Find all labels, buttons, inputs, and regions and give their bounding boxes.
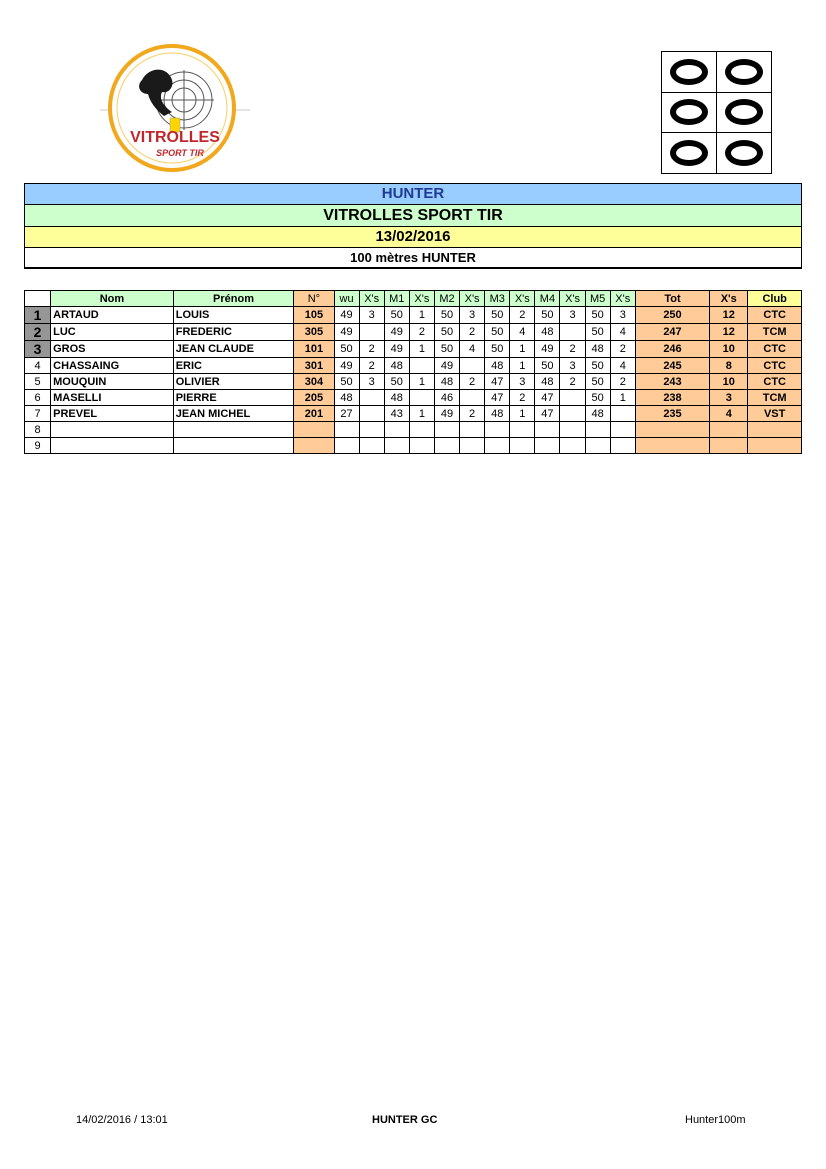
cell-club: CTC — [748, 307, 802, 324]
cell-m2: 49 — [434, 358, 459, 374]
cell-m2: 50 — [434, 307, 459, 324]
cell-wx: 2 — [359, 358, 384, 374]
cell-x1: 1 — [409, 406, 434, 422]
col-num: N° — [294, 291, 334, 307]
table-header-row — [25, 291, 802, 307]
cell-m3: 48 — [485, 358, 510, 374]
cell-wx — [359, 390, 384, 406]
club-title: VITROLLES SPORT TIR — [24, 204, 802, 226]
cell-num — [294, 438, 334, 454]
cell-rank: 3 — [25, 341, 51, 358]
club-logo — [100, 42, 250, 172]
cell-x3: 1 — [510, 406, 535, 422]
cell-m4: 48 — [535, 374, 560, 390]
cell-m5: 50 — [585, 358, 610, 374]
cell-m4: 47 — [535, 390, 560, 406]
cell-m4: 50 — [535, 358, 560, 374]
cell-m3 — [485, 422, 510, 438]
cell-x3: 4 — [510, 324, 535, 341]
cell-num: 205 — [294, 390, 334, 406]
col-m4-x: X's — [560, 291, 585, 307]
cell-x2: 2 — [460, 374, 485, 390]
cell-tot: 238 — [635, 390, 709, 406]
cell-x5: 4 — [610, 358, 635, 374]
cell-x5 — [610, 422, 635, 438]
cell-club — [748, 422, 802, 438]
col-m2-x: X's — [460, 291, 485, 307]
cell-club: CTC — [748, 341, 802, 358]
cell-x2: 3 — [460, 307, 485, 324]
cell-num: 201 — [294, 406, 334, 422]
cell-m1: 49 — [384, 341, 409, 358]
col-m1: M1 — [384, 291, 409, 307]
cell-wu: 49 — [334, 307, 359, 324]
cell-prenom — [173, 422, 294, 438]
discipline-title: HUNTER — [24, 183, 802, 204]
cell-wx — [359, 422, 384, 438]
results-body — [25, 307, 802, 454]
cell-wu: 50 — [334, 374, 359, 390]
cell-wx: 3 — [359, 307, 384, 324]
cell-x4: 2 — [560, 374, 585, 390]
cell-x5 — [610, 438, 635, 454]
cell-x3: 3 — [510, 374, 535, 390]
cell-num: 105 — [294, 307, 334, 324]
cell-m1: 48 — [384, 358, 409, 374]
target-ring-icon — [661, 92, 717, 134]
cell-tot: 250 — [635, 307, 709, 324]
cell-rank: 7 — [25, 406, 51, 422]
cell-m1: 43 — [384, 406, 409, 422]
cell-m4: 47 — [535, 406, 560, 422]
cell-num — [294, 422, 334, 438]
cell-club: TCM — [748, 390, 802, 406]
cell-m3: 47 — [485, 374, 510, 390]
cell-m5: 50 — [585, 307, 610, 324]
cell-rank: 5 — [25, 374, 51, 390]
sheet-title: HUNTER GC — [372, 1114, 438, 1126]
target-ring-icon — [661, 132, 717, 174]
target-ring-icon — [661, 51, 717, 93]
cell-m5: 50 — [585, 390, 610, 406]
cell-x3 — [510, 438, 535, 454]
cell-x2 — [460, 358, 485, 374]
cell-x4: 3 — [560, 358, 585, 374]
cell-x4 — [560, 406, 585, 422]
cell-m1: 50 — [384, 374, 409, 390]
cell-tot: 235 — [635, 406, 709, 422]
cell-x5: 4 — [610, 324, 635, 341]
cell-x3: 2 — [510, 390, 535, 406]
cell-nom — [51, 438, 174, 454]
cell-nom: LUC — [51, 324, 174, 341]
cell-wu: 49 — [334, 324, 359, 341]
cell-nom — [51, 422, 174, 438]
sheet-name: Hunter100m — [685, 1114, 746, 1126]
cell-rank: 1 — [25, 307, 51, 324]
cell-m5: 50 — [585, 374, 610, 390]
cell-tot: 243 — [635, 374, 709, 390]
cell-m3: 47 — [485, 390, 510, 406]
cell-x1 — [409, 358, 434, 374]
cell-wx: 3 — [359, 374, 384, 390]
cell-num: 101 — [294, 341, 334, 358]
col-m5-x: X's — [610, 291, 635, 307]
cell-club: TCM — [748, 324, 802, 341]
cell-m5 — [585, 422, 610, 438]
cell-m2 — [434, 438, 459, 454]
cell-tot — [635, 438, 709, 454]
cell-m1: 50 — [384, 307, 409, 324]
table-row — [25, 374, 802, 390]
target-ring-icon — [716, 132, 772, 174]
cell-prenom: OLIVIER — [173, 374, 294, 390]
cell-m5: 48 — [585, 341, 610, 358]
cell-rank: 6 — [25, 390, 51, 406]
cell-m4: 49 — [535, 341, 560, 358]
cell-x4: 2 — [560, 341, 585, 358]
cell-m2: 50 — [434, 341, 459, 358]
col-m1-x: X's — [409, 291, 434, 307]
col-rank — [25, 291, 51, 307]
cell-tot — [635, 422, 709, 438]
col-wu: wu — [334, 291, 359, 307]
cell-tot: 245 — [635, 358, 709, 374]
col-wu-x: X's — [359, 291, 384, 307]
cell-xs — [710, 438, 748, 454]
cell-tot: 246 — [635, 341, 709, 358]
table-row — [25, 324, 802, 341]
cell-m1: 49 — [384, 324, 409, 341]
cell-x5: 3 — [610, 307, 635, 324]
col-prenom: Prénom — [173, 291, 294, 307]
cell-m5 — [585, 438, 610, 454]
cell-x5: 2 — [610, 374, 635, 390]
cell-x2 — [460, 390, 485, 406]
cell-tot: 247 — [635, 324, 709, 341]
cell-x2: 2 — [460, 324, 485, 341]
cell-x5: 1 — [610, 390, 635, 406]
table-row — [25, 422, 802, 438]
print-timestamp: 14/02/2016 / 13:01 — [76, 1114, 168, 1126]
cell-wu: 27 — [334, 406, 359, 422]
cell-m4 — [535, 422, 560, 438]
event-date: 13/02/2016 — [24, 226, 802, 247]
col-m2: M2 — [434, 291, 459, 307]
col-club: Club — [748, 291, 802, 307]
cell-nom: MOUQUIN — [51, 374, 174, 390]
table-row — [25, 390, 802, 406]
cell-rank: 8 — [25, 422, 51, 438]
cell-club — [748, 438, 802, 454]
cell-prenom: PIERRE — [173, 390, 294, 406]
cell-m4 — [535, 438, 560, 454]
cell-x1: 1 — [409, 341, 434, 358]
cell-club: CTC — [748, 374, 802, 390]
cell-x4 — [560, 324, 585, 341]
cell-nom: MASELLI — [51, 390, 174, 406]
table-row — [25, 341, 802, 358]
cell-x5 — [610, 406, 635, 422]
cell-prenom: LOUIS — [173, 307, 294, 324]
cell-num: 301 — [294, 358, 334, 374]
table-row — [25, 438, 802, 454]
cell-x3: 2 — [510, 307, 535, 324]
table-row — [25, 307, 802, 324]
cell-x2 — [460, 422, 485, 438]
cell-m3 — [485, 438, 510, 454]
col-xs: X's — [710, 291, 748, 307]
cell-prenom: ERIC — [173, 358, 294, 374]
cell-x3 — [510, 422, 535, 438]
cell-prenom: FREDERIC — [173, 324, 294, 341]
cell-x2 — [460, 438, 485, 454]
cell-m1 — [384, 438, 409, 454]
cell-wu: 50 — [334, 341, 359, 358]
cell-club: VST — [748, 406, 802, 422]
cell-x3: 1 — [510, 358, 535, 374]
cell-m5: 50 — [585, 324, 610, 341]
col-m5: M5 — [585, 291, 610, 307]
target-grid — [662, 52, 772, 174]
col-m3: M3 — [485, 291, 510, 307]
logo-subtext: SPORT TIR — [156, 148, 204, 158]
cell-xs: 8 — [710, 358, 748, 374]
cell-prenom — [173, 438, 294, 454]
cell-nom: CHASSAING — [51, 358, 174, 374]
col-m3-x: X's — [510, 291, 535, 307]
cell-m1 — [384, 422, 409, 438]
cell-m3: 48 — [485, 406, 510, 422]
cell-x1: 1 — [409, 374, 434, 390]
cell-prenom: JEAN CLAUDE — [173, 341, 294, 358]
cell-x1 — [409, 438, 434, 454]
cell-x2: 4 — [460, 341, 485, 358]
cell-x3: 1 — [510, 341, 535, 358]
cell-m4: 50 — [535, 307, 560, 324]
cell-wu: 48 — [334, 390, 359, 406]
cell-wx — [359, 406, 384, 422]
cell-m1: 48 — [384, 390, 409, 406]
results-header — [24, 183, 802, 269]
logo-text: VITROLLES — [130, 129, 220, 146]
col-m4: M4 — [535, 291, 560, 307]
cell-club: CTC — [748, 358, 802, 374]
cell-x1 — [409, 390, 434, 406]
cell-xs: 12 — [710, 307, 748, 324]
cell-wu: 49 — [334, 358, 359, 374]
cell-x4 — [560, 422, 585, 438]
cell-wu — [334, 422, 359, 438]
cell-xs: 10 — [710, 374, 748, 390]
cell-wx: 2 — [359, 341, 384, 358]
cell-m4: 48 — [535, 324, 560, 341]
cell-rank: 4 — [25, 358, 51, 374]
col-tot: Tot — [635, 291, 709, 307]
cell-m2: 50 — [434, 324, 459, 341]
cell-x1: 2 — [409, 324, 434, 341]
cell-x2: 2 — [460, 406, 485, 422]
cell-xs — [710, 422, 748, 438]
cell-xs: 4 — [710, 406, 748, 422]
cell-m5: 48 — [585, 406, 610, 422]
cell-m3: 50 — [485, 324, 510, 341]
target-ring-icon — [716, 92, 772, 134]
cell-xs: 12 — [710, 324, 748, 341]
cell-x4 — [560, 390, 585, 406]
event-title: 100 mètres HUNTER — [24, 247, 802, 269]
cell-nom: PREVEL — [51, 406, 174, 422]
cell-xs: 10 — [710, 341, 748, 358]
cell-rank: 9 — [25, 438, 51, 454]
cell-num: 304 — [294, 374, 334, 390]
cell-m3: 50 — [485, 307, 510, 324]
cell-rank: 2 — [25, 324, 51, 341]
cell-x4: 3 — [560, 307, 585, 324]
cell-wx — [359, 324, 384, 341]
cell-x5: 2 — [610, 341, 635, 358]
table-row — [25, 406, 802, 422]
cell-m2: 48 — [434, 374, 459, 390]
target-ring-icon — [716, 51, 772, 93]
cell-x1 — [409, 422, 434, 438]
cell-x1: 1 — [409, 307, 434, 324]
cell-nom: ARTAUD — [51, 307, 174, 324]
table-row — [25, 358, 802, 374]
cell-m3: 50 — [485, 341, 510, 358]
cell-prenom: JEAN MICHEL — [173, 406, 294, 422]
cell-m2: 46 — [434, 390, 459, 406]
cell-xs: 3 — [710, 390, 748, 406]
cell-m2 — [434, 422, 459, 438]
col-nom: Nom — [51, 291, 174, 307]
cell-num: 305 — [294, 324, 334, 341]
cell-wx — [359, 438, 384, 454]
cell-m2: 49 — [434, 406, 459, 422]
cell-wu — [334, 438, 359, 454]
cell-nom: GROS — [51, 341, 174, 358]
results-table — [24, 282, 802, 454]
cell-x4 — [560, 438, 585, 454]
